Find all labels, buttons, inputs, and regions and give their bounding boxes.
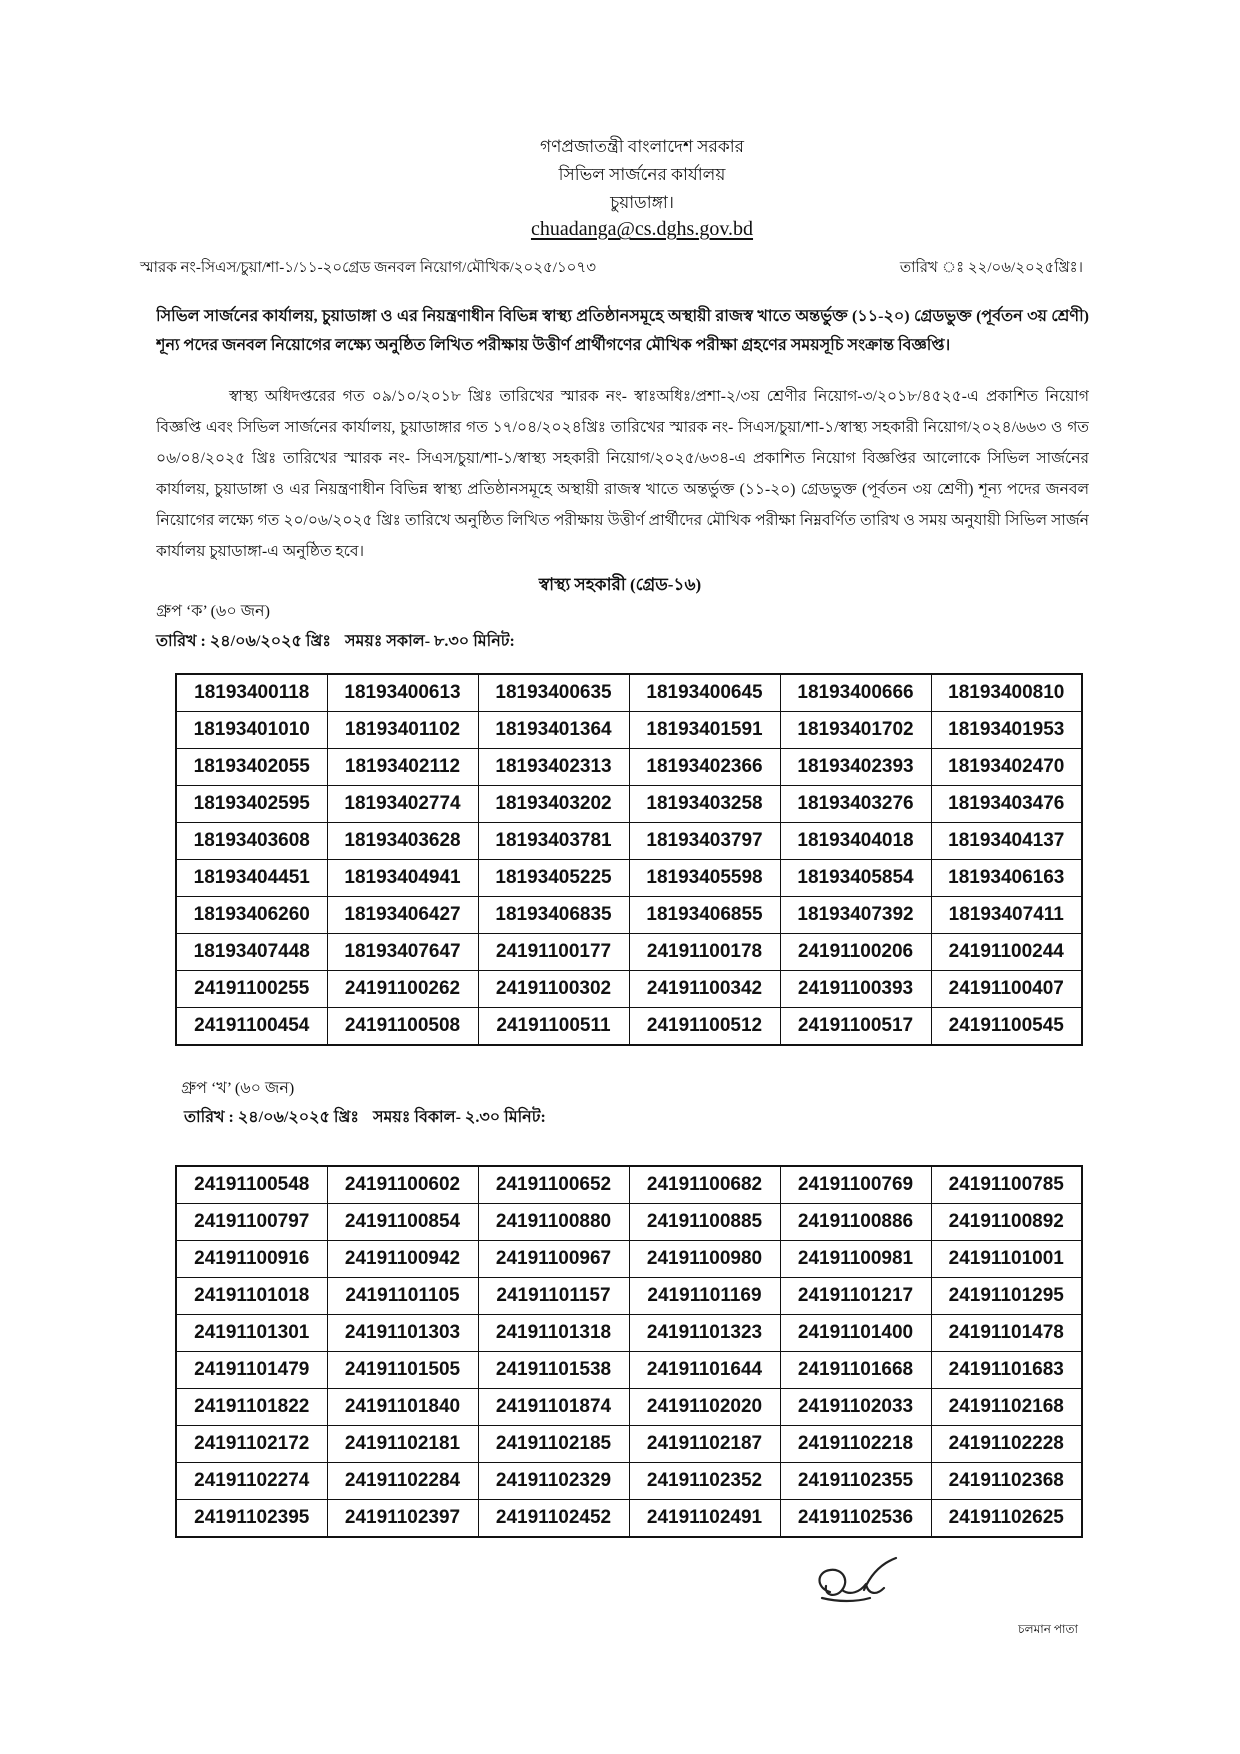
signature-image	[808, 1552, 908, 1608]
roll-number-cell: 24191101840	[327, 1389, 478, 1426]
roll-number-cell: 18193405854	[780, 860, 931, 897]
roll-number-cell: 24191102168	[931, 1389, 1082, 1426]
roll-number-cell: 24191102172	[176, 1426, 327, 1463]
roll-number-cell: 24191100178	[629, 934, 780, 971]
roll-number-cell: 18193400666	[780, 674, 931, 712]
roll-number-cell: 24191100892	[931, 1204, 1082, 1241]
roll-number-cell: 24191100393	[780, 971, 931, 1008]
roll-number-cell: 24191100967	[478, 1241, 629, 1278]
roll-number-cell: 24191102397	[327, 1500, 478, 1538]
roll-number-cell: 24191100302	[478, 971, 629, 1008]
roll-number-cell: 18193403608	[176, 823, 327, 860]
roll-number-cell: 24191101538	[478, 1352, 629, 1389]
roll-number-cell: 24191100980	[629, 1241, 780, 1278]
roll-number-cell: 24191100916	[176, 1241, 327, 1278]
roll-number-cell: 24191102395	[176, 1500, 327, 1538]
roll-number-cell: 18193407411	[931, 897, 1082, 934]
roll-number-cell: 24191100880	[478, 1204, 629, 1241]
roll-number-cell: 18193400613	[327, 674, 478, 712]
roll-number-cell: 24191101644	[629, 1352, 780, 1389]
notice-body: স্বাস্থ্য অধিদপ্তরের গত ০৯/১০/২০১৮ খ্রিঃ তারিখের স্মারক নং- স্বাঃঅধিঃ/প্রশা-২/৩য় শ্রেণীর নিয়োগ-৩/২০১৮/৪৫২৫-এ প্রকাশিত নিয়োগ বিজ্ঞপ্তি এবং সিভিল সার্জনের কার্যালয়, চুয়াডাঙ্গার গত ১৭/০৪/২০২৪খ্রিঃ তারিখের স্মারক নং- সিএস/চুয়া/শা-১/স্বাস্থ্য সহকারী নিয়োগ/২০২৪/৬৬৩ ও গত ০৬/০৪/২০২৫ খ্রিঃ তারিখের স্মারক নং- সিএস/চুয়া/শা-১/স্বাস্থ্য সহকারী নিয়োগ/২০২৫/৬৩৪-এ প্রকাশিত নিয়োগ বিজ্ঞপ্তির আলোকে সিভিল সার্জনের কার্যালয়, চুয়াডাঙ্গা ও এর নিয়ন্ত্রণাধীন বিভিন্ন স্বাস্থ্য প্রতিষ্ঠানসমূহে অস্থায়ী রাজস্ব খাতে অন্তর্ভুক্ত (১১-২০) গ্রেডভুক্ত (পূর্বতন ৩য় শ্রেণী) শূন্য পদের জনবল নিয়োগের লক্ষ্যে গত ২০/০৬/২০২৫ খ্রিঃ তারিখে অনুষ্ঠিত লিখিত পরীক্ষায় উত্তীর্ণ প্রার্থীদের মৌখিক পরীক্ষা নিম্নবর্ণিত তারিখ ও সময় অনুযায়ী সিভিল সার্জন কার্যালয় চুয়াডাঙ্গা-এ অনুষ্ঠিত হবে।	[156, 388, 1089, 560]
roll-number-cell: 24191100255	[176, 971, 327, 1008]
table-row	[176, 860, 1082, 897]
roll-number-cell: 24191100206	[780, 934, 931, 971]
roll-number-cell: 18193400635	[478, 674, 629, 712]
roll-number-cell: 24191102352	[629, 1463, 780, 1500]
roll-number-cell: 18193406835	[478, 897, 629, 934]
roll-number-cell: 24191101303	[327, 1315, 478, 1352]
roll-number-cell: 24191100517	[780, 1008, 931, 1046]
roll-number-cell: 18193403628	[327, 823, 478, 860]
table-row	[176, 934, 1082, 971]
roll-number-cell: 18193402774	[327, 786, 478, 823]
roll-number-cell: 18193401102	[327, 712, 478, 749]
roll-number-cell: 18193402595	[176, 786, 327, 823]
table-row	[176, 712, 1082, 749]
roll-number-cell: 18193406260	[176, 897, 327, 934]
roll-number-cell: 18193406163	[931, 860, 1082, 897]
roll-number-cell: 18193407392	[780, 897, 931, 934]
roll-number-cell: 24191100682	[629, 1166, 780, 1204]
roll-number-cell: 18193404018	[780, 823, 931, 860]
roll-number-cell: 24191100854	[327, 1204, 478, 1241]
roll-number-cell: 18193402393	[780, 749, 931, 786]
roll-number-cell: 18193403202	[478, 786, 629, 823]
roll-number-cell: 24191102491	[629, 1500, 780, 1538]
roll-number-cell: 18193403476	[931, 786, 1082, 823]
roll-number-cell: 24191100886	[780, 1204, 931, 1241]
roll-number-cell: 18193401364	[478, 712, 629, 749]
roll-number-cell: 24191101157	[478, 1278, 629, 1315]
continued-page-note: চলমান পাতা	[1018, 1622, 1078, 1636]
roll-number-cell: 18193407647	[327, 934, 478, 971]
section-title: স্বাস্থ্য সহকারী (গ্রেড-১৬)	[538, 575, 702, 594]
roll-number-cell: 24191102625	[931, 1500, 1082, 1538]
table-row	[176, 786, 1082, 823]
table-row	[176, 1389, 1082, 1426]
roll-number-cell: 24191102187	[629, 1426, 780, 1463]
roll-number-cell: 18193403276	[780, 786, 931, 823]
roll-number-cell: 18193404137	[931, 823, 1082, 860]
table-row	[176, 1426, 1082, 1463]
roll-number-cell: 18193407448	[176, 934, 327, 971]
roll-number-cell: 24191101169	[629, 1278, 780, 1315]
table-row	[176, 1204, 1082, 1241]
roll-number-cell: 24191102228	[931, 1426, 1082, 1463]
roll-number-cell: 18193401010	[176, 712, 327, 749]
group-b-date: তারিখ : ২৪/০৬/২০২৫ খ্রিঃ	[184, 1109, 359, 1126]
roll-number-cell: 24191101018	[176, 1278, 327, 1315]
roll-number-cell: 24191101323	[629, 1315, 780, 1352]
notice-subject: সিভিল সার্জনের কার্যালয়, চুয়াডাঙ্গা ও এর নিয়ন্ত্রণাধীন বিভিন্ন স্বাস্থ্য প্রতিষ্ঠানসমূহে অস্থায়ী রাজস্ব খাতে অন্তর্ভুক্ত (১১-২০) গ্রেডভুক্ত (পূর্বতন ৩য় শ্রেণী) শূন্য পদের জনবল নিয়োগের লক্ষ্যে অনুষ্ঠিত লিখিত পরীক্ষায় উত্তীর্ণ প্রার্থীগণের মৌখিক পরীক্ষা গ্রহণের সময়সূচি সংক্রান্ত বিজ্ঞপ্তি।	[156, 308, 1089, 354]
roll-number-cell: 18193402313	[478, 749, 629, 786]
office-email: chuadanga@cs.dghs.gov.bd	[530, 218, 754, 240]
roll-number-cell: 24191100769	[780, 1166, 931, 1204]
roll-number-cell: 24191101318	[478, 1315, 629, 1352]
roll-number-cell: 24191101105	[327, 1278, 478, 1315]
roll-number-cell: 18193401953	[931, 712, 1082, 749]
roll-number-cell: 24191100548	[176, 1166, 327, 1204]
group-a-roll-table-body	[176, 674, 1082, 1045]
table-row	[176, 897, 1082, 934]
roll-number-cell: 24191102452	[478, 1500, 629, 1538]
roll-number-cell: 18193400645	[629, 674, 780, 712]
roll-number-cell: 18193402112	[327, 749, 478, 786]
table-row	[176, 823, 1082, 860]
roll-number-cell: 24191102274	[176, 1463, 327, 1500]
group-a-label: গ্রুপ ‘ক’ (৬০ জন)	[156, 603, 270, 620]
roll-number-cell: 24191101478	[931, 1315, 1082, 1352]
roll-number-cell: 18193402366	[629, 749, 780, 786]
roll-number-cell: 18193405598	[629, 860, 780, 897]
roll-number-cell: 24191100785	[931, 1166, 1082, 1204]
roll-number-cell: 24191100511	[478, 1008, 629, 1046]
roll-number-cell: 18193402055	[176, 749, 327, 786]
roll-number-cell: 24191100508	[327, 1008, 478, 1046]
group-b-roll-table	[175, 1165, 1083, 1538]
roll-number-cell: 18193404941	[327, 860, 478, 897]
table-row	[176, 1008, 1082, 1046]
roll-number-cell: 24191101683	[931, 1352, 1082, 1389]
roll-number-cell: 24191100262	[327, 971, 478, 1008]
group-a-time: সময়ঃ সকাল- ৮.৩০ মিনিট:	[344, 633, 515, 650]
table-row	[176, 1241, 1082, 1278]
table-row	[176, 1463, 1082, 1500]
group-b-label: গ্রুপ ‘খ’ (৬০ জন)	[181, 1080, 295, 1097]
roll-number-cell: 18193404451	[176, 860, 327, 897]
roll-number-cell: 24191101217	[780, 1278, 931, 1315]
roll-number-cell: 24191100407	[931, 971, 1082, 1008]
group-b-roll-table-body	[176, 1166, 1082, 1537]
roll-number-cell: 24191100342	[629, 971, 780, 1008]
roll-number-cell: 24191100981	[780, 1241, 931, 1278]
roll-number-cell: 18193403781	[478, 823, 629, 860]
roll-number-cell: 24191101295	[931, 1278, 1082, 1315]
office-name: সিভিল সার্জনের কার্যালয়	[558, 165, 726, 184]
roll-number-cell: 18193406855	[629, 897, 780, 934]
roll-number-cell: 18193402470	[931, 749, 1082, 786]
roll-number-cell: 24191101001	[931, 1241, 1082, 1278]
roll-number-cell: 24191101301	[176, 1315, 327, 1352]
roll-number-cell: 24191101400	[780, 1315, 931, 1352]
table-row	[176, 971, 1082, 1008]
group-a-schedule	[156, 629, 515, 655]
table-row	[176, 1315, 1082, 1352]
roll-number-cell: 24191102181	[327, 1426, 478, 1463]
group-b-schedule	[184, 1105, 546, 1131]
roll-number-cell: 24191102355	[780, 1463, 931, 1500]
roll-number-cell: 24191100885	[629, 1204, 780, 1241]
table-row	[176, 749, 1082, 786]
group-a-date: তারিখ : ২৪/০৬/২০২৫ খ্রিঃ	[156, 633, 331, 650]
roll-number-cell: 18193400810	[931, 674, 1082, 712]
memo-number: স্মারক নং-সিএস/চুয়া/শা-১/১১-২০গ্রেড জনবল নিয়োগ/মৌখিক/২০২৫/১০৭৩	[140, 260, 596, 276]
roll-number-cell: 18193401591	[629, 712, 780, 749]
table-row	[176, 1352, 1082, 1389]
roll-number-cell: 24191101822	[176, 1389, 327, 1426]
group-a-roll-table	[175, 673, 1083, 1046]
roll-number-cell: 24191100545	[931, 1008, 1082, 1046]
office-city: চুয়াডাঙ্গা।	[610, 193, 674, 212]
roll-number-cell: 18193400118	[176, 674, 327, 712]
table-row	[176, 1278, 1082, 1315]
government-name: গণপ্রজাতন্ত্রী বাংলাদেশ সরকার	[539, 137, 745, 156]
roll-number-cell: 18193406427	[327, 897, 478, 934]
roll-number-cell: 24191101874	[478, 1389, 629, 1426]
roll-number-cell: 24191100602	[327, 1166, 478, 1204]
roll-number-cell: 24191100454	[176, 1008, 327, 1046]
roll-number-cell: 18193401702	[780, 712, 931, 749]
roll-number-cell: 24191100177	[478, 934, 629, 971]
roll-number-cell: 24191102368	[931, 1463, 1082, 1500]
roll-number-cell: 24191102020	[629, 1389, 780, 1426]
roll-number-cell: 24191102329	[478, 1463, 629, 1500]
roll-number-cell: 24191101668	[780, 1352, 931, 1389]
roll-number-cell: 18193403258	[629, 786, 780, 823]
roll-number-cell: 18193403797	[629, 823, 780, 860]
table-row	[176, 674, 1082, 712]
memo-date: তারিখ ঃ ২২/০৬/২০২৫খ্রিঃ।	[899, 260, 1083, 276]
group-b-time: সময়ঃ বিকাল- ২.৩০ মিনিট:	[372, 1109, 546, 1126]
roll-number-cell: 24191101505	[327, 1352, 478, 1389]
roll-number-cell: 24191102536	[780, 1500, 931, 1538]
roll-number-cell: 24191100652	[478, 1166, 629, 1204]
roll-number-cell: 24191102218	[780, 1426, 931, 1463]
roll-number-cell: 24191102033	[780, 1389, 931, 1426]
roll-number-cell: 24191100244	[931, 934, 1082, 971]
roll-number-cell: 24191102284	[327, 1463, 478, 1500]
roll-number-cell: 24191102185	[478, 1426, 629, 1463]
roll-number-cell: 24191100942	[327, 1241, 478, 1278]
roll-number-cell: 24191101479	[176, 1352, 327, 1389]
table-row	[176, 1500, 1082, 1538]
roll-number-cell: 18193405225	[478, 860, 629, 897]
table-row	[176, 1166, 1082, 1204]
roll-number-cell: 24191100512	[629, 1008, 780, 1046]
roll-number-cell: 24191100797	[176, 1204, 327, 1241]
